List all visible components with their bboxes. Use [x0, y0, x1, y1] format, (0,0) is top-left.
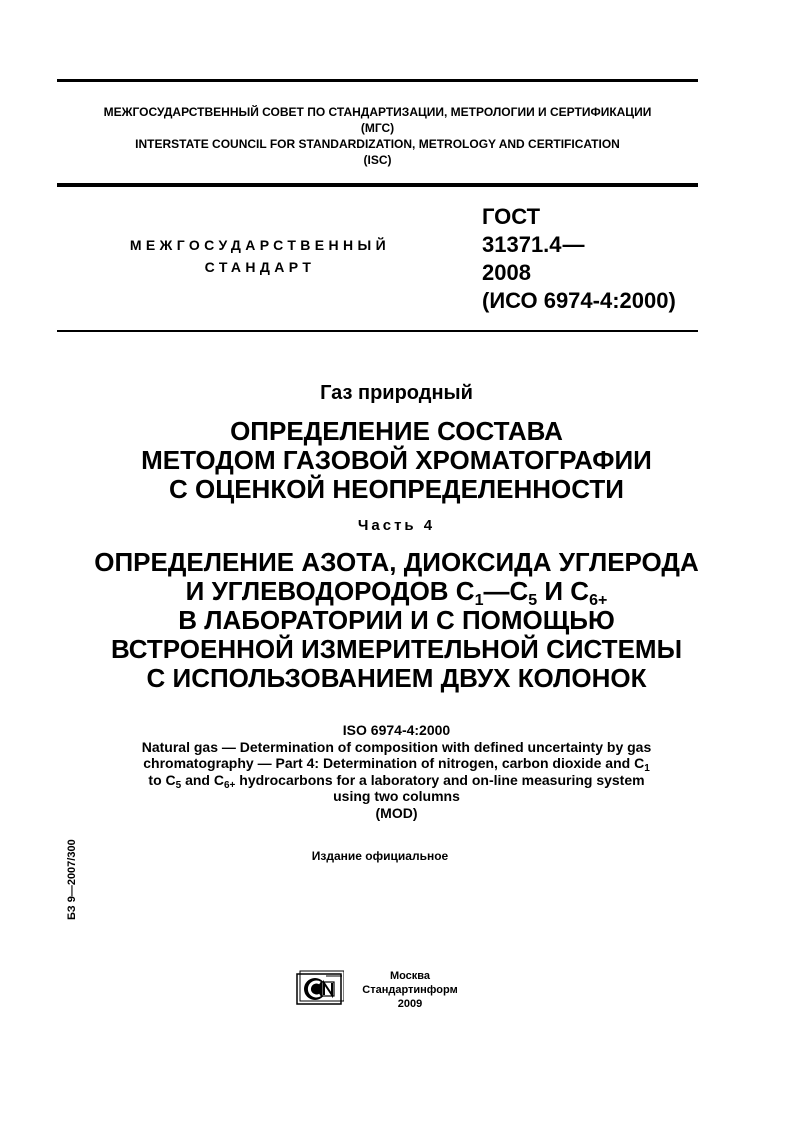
top-rule	[57, 79, 698, 82]
council-header	[57, 104, 698, 168]
designation-rule	[57, 330, 698, 332]
designation-dash: —	[562, 232, 585, 257]
designation-iso-ref: (ИСО 6974-4:2000)	[482, 288, 676, 313]
subtitle-line1: ОПРЕДЕЛЕНИЕ АЗОТА, ДИОКСИДА УГЛЕРОДА	[94, 547, 699, 577]
publisher-city: Москва	[389, 970, 431, 982]
iso-sub-1: 1	[644, 763, 650, 774]
standard-kind-line2: СТАНДАРТ	[204, 259, 316, 275]
standard-kind	[95, 234, 425, 278]
title-main-line2: МЕТОДОМ ГАЗОВОЙ ХРОМАТОГРАФИИ	[141, 445, 652, 475]
subtitle-line4: ВСТРОЕННОЙ ИЗМЕРИТЕЛЬНОЙ СИСТЕМЫ	[110, 634, 683, 664]
designation-prefix: ГОСТ	[482, 204, 541, 229]
publisher-name: Стандартинформ	[362, 984, 458, 996]
header-rule	[57, 183, 698, 187]
iso-mod: (MOD)	[375, 804, 418, 821]
iso-code: ISO 6974-4:2000	[342, 722, 451, 738]
standard-kind-line1: МЕЖГОСУДАРСТВЕННЫЙ	[129, 237, 391, 253]
designation-number-line	[482, 231, 676, 259]
subtitle-sub-3: 6+	[589, 592, 608, 609]
iso-sub-2: 5	[175, 779, 182, 791]
title-subtitle	[40, 548, 753, 693]
edition-label: Издание официальное	[311, 849, 449, 863]
iso-sub-3: 6+	[223, 779, 236, 791]
title-part: Часть 4	[357, 517, 436, 534]
council-abbr-en: (ISC)	[363, 153, 392, 167]
iso-title-line2	[40, 755, 753, 772]
subtitle-line2-a: И УГЛЕВОДОРОДОВ С	[185, 576, 475, 606]
standard-designation	[482, 203, 676, 315]
publisher-info	[355, 969, 465, 1011]
subtitle-line2-b: —С	[483, 576, 529, 606]
subtitle-line3: В ЛАБОРАТОРИИ И С ПОМОЩЬЮ	[178, 605, 615, 635]
title-gas: Газ природный	[320, 382, 473, 404]
council-name-ru: МЕЖГОСУДАРСТВЕННЫЙ СОВЕТ ПО СТАНДАРТИЗАЦИИ, МЕТРОЛОГИИ И СЕРТИФИКАЦИИ	[103, 105, 652, 119]
standartinform-logo-icon	[296, 968, 344, 1005]
side-code: БЗ 9—2007/300	[66, 839, 78, 920]
council-name-en: INTERSTATE COUNCIL FOR STANDARDIZATION, METROLOGY AND CERTIFICATION	[135, 137, 620, 151]
subtitle-sub-2: 5	[528, 592, 538, 609]
title-main-line3: С ОЦЕНКОЙ НЕОПРЕДЕЛЕННОСТИ	[169, 474, 624, 504]
designation-year: 2008	[482, 260, 531, 285]
subtitle-line2	[40, 576, 753, 609]
iso-reference-block	[40, 722, 753, 821]
title-main-line1: ОПРЕДЕЛЕНИЕ СОСТАВА	[230, 416, 563, 446]
iso-title-line3-a: to C	[148, 771, 176, 788]
subtitle-line5: С ИСПОЛЬЗОВАНИЕМ ДВУХ КОЛОНОК	[146, 663, 647, 693]
council-abbr-ru: (МГС)	[360, 121, 395, 135]
iso-title-line3-b: and C	[181, 771, 224, 788]
iso-title-line2-a: chromatography — Part 4: Determination of nitrogen, carbon dioxide and C	[143, 755, 645, 771]
subtitle-sub-1: 1	[474, 592, 484, 609]
designation-number: 31371.4	[482, 232, 562, 257]
iso-title-line1: Natural gas — Determination of composition with defined uncertainty by gas	[141, 738, 652, 755]
iso-title-line3-c: hydrocarbons for a laboratory and on-line measuring system	[235, 771, 645, 788]
subtitle-line2-c: И С	[537, 576, 590, 606]
iso-title-line4: using two columns	[333, 788, 460, 804]
title-main	[40, 417, 753, 504]
publisher-year: 2009	[397, 998, 423, 1010]
